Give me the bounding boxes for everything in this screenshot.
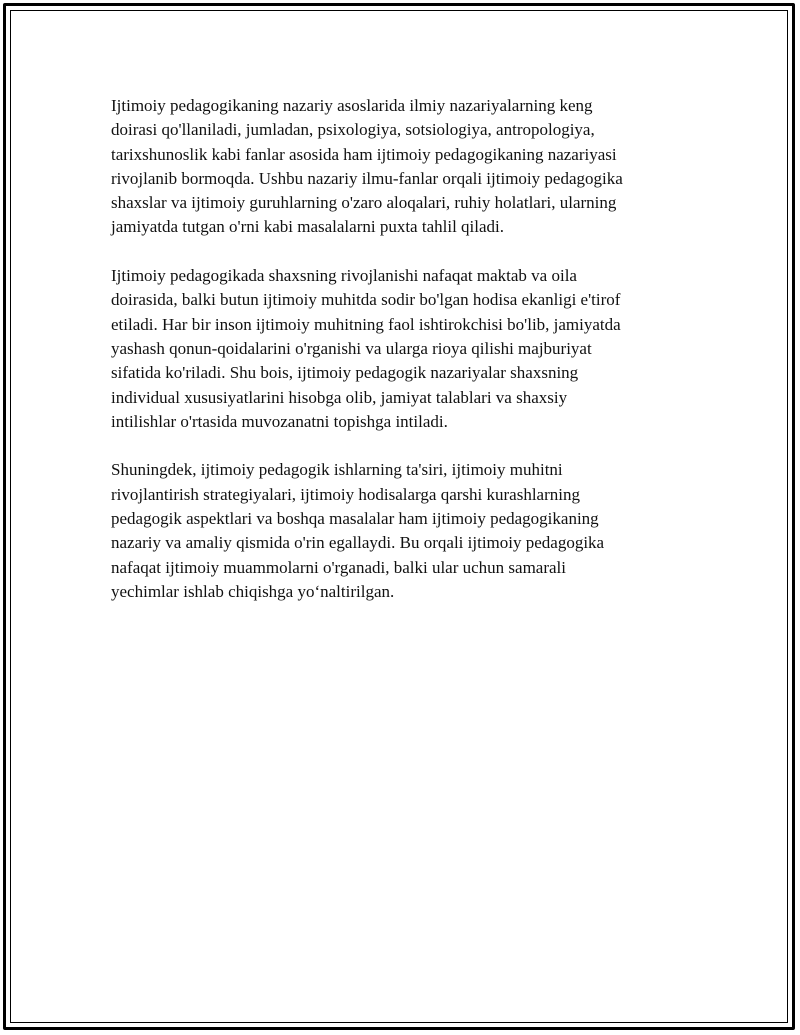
paragraph-2: Ijtimoiy pedagogikada shaxsning rivojlanishi nafaqat maktab va oila doirasida, balki butun ijtimoiy muhitda sodir bo'lgan hodisa ekanligi e'tirof etiladi. Har bir inson ijtimoiy muhitning faol ishtirokchisi bo'lib, jamiyatda yashash qonun-qoidalarini o'rganishi va ularga rioya qilishi majburiyat sifatida ko'riladi. Shu bois, ijtimoiy pedagogik nazariyalar shaxsning individual xususiyatlarini hisobga olib, jamiyat talablari va shaxsiy intilishlar o'rtasida muvozanatni topishga intiladi.	[111, 266, 621, 431]
paragraph-1: Ijtimoiy pedagogikaning nazariy asoslarida ilmiy nazariyalarning keng doirasi qo'llaniladi, jumladan, psixologiya, sotsiologiya, antropologiya, tarixshunoslik kabi fanlar asosida ham ijtimoiy pedagogikaning nazariyasi rivojlanib bormoqda. Ushbu nazariy ilmu-fanlar orqali ijtimoiy pedagogika shaxslar va ijtimoiy guruhlarning o'zaro aloqalari, ruhiy holatlari, ularning jamiyatda tutgan o'rni kabi masalalarni puxta tahlil qiladi.	[111, 96, 623, 237]
document-body	[111, 94, 676, 629]
paragraph-3: Shuningdek, ijtimoiy pedagogik ishlarning ta'siri, ijtimoiy muhitni rivojlantirish strategiyalari, ijtimoiy hodisalarga qarshi kurashlarning pedagogik aspektlari va boshqa masalalar ham ijtimoiy pedagogikaning nazariy va amaliy qismida o'rin egallaydi. Bu orqali ijtimoiy pedagogika nafaqat ijtimoiy muammolarni o'rganadi, balki ular uchun samarali yechimlar ishlab chiqishga yoʻnaltirilgan.	[111, 460, 605, 601]
